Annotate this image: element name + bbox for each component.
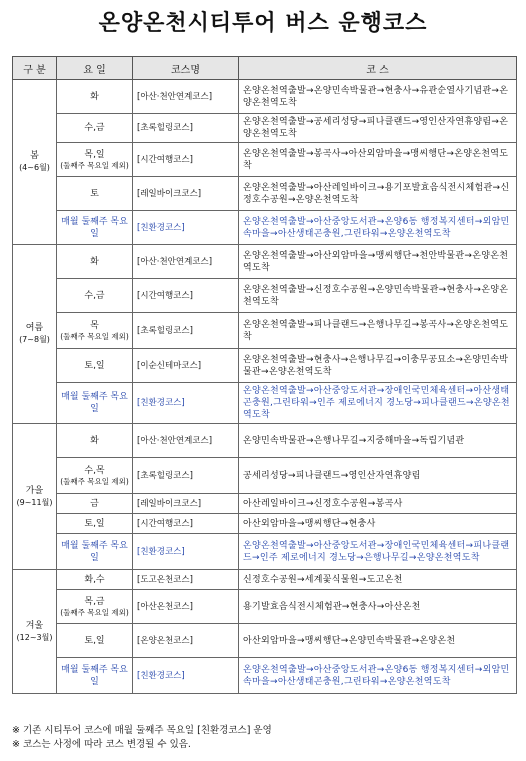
header-day: 요 일 <box>57 57 133 80</box>
course-name: [아산·천안연계코스] <box>133 424 239 458</box>
day-cell <box>57 349 133 383</box>
day-label: 토,일 <box>84 360 105 371</box>
route-text: 온양온천역출발→아산중앙도서관→온양6동 행정복지센터→외암민속마을→아산생태곤충원,그린타워→온양온천역도착 <box>239 211 517 245</box>
course-name: [온양온천코스] <box>133 624 239 658</box>
day-label: 토,일 <box>84 518 105 529</box>
season-label: 봄 <box>30 151 39 161</box>
route-text: 온양온천역출발→봉곡사→아산외암마을→맹씨행단→온양온천역도착 <box>239 143 517 177</box>
route-text: 공세리성당→피나클랜드→영인산자연휴양림 <box>239 458 517 494</box>
route-text: 온양온천역출발→아산레일바이크→용기포발효음식전시체험관→신정호수공원→온양온천역도착 <box>239 177 517 211</box>
table-row <box>13 458 517 494</box>
day-cell <box>57 514 133 534</box>
day-cell <box>57 383 133 424</box>
day-cell <box>57 534 133 570</box>
day-label: 목 <box>90 320 99 331</box>
table-row <box>13 80 517 114</box>
note-1: ※ 기존 시티투어 코스에 매월 둘째주 목요일 [친환경코스] 운영 <box>12 725 272 736</box>
season-cell-summer <box>13 245 57 424</box>
day-cell <box>57 245 133 279</box>
route-text: 아산외암마을→맹씨행단→현충사 <box>239 514 517 534</box>
day-label: 수,목 <box>84 465 105 476</box>
day-note: (둘째주 목요일 제외) <box>60 160 129 170</box>
day-label: 매월 둘째주 목요일 <box>61 392 128 414</box>
route-text: 온양온천역출발→아산외암마을→맹씨행단→천안박물관→온양온천역도착 <box>239 245 517 279</box>
table-row <box>13 177 517 211</box>
course-name: [초록힐링코스] <box>133 313 239 349</box>
header-course: 코스명 <box>133 57 239 80</box>
day-cell <box>57 658 133 694</box>
season-cell-autumn <box>13 424 57 570</box>
day-label: 화,수 <box>84 574 105 585</box>
table-row <box>13 245 517 279</box>
day-label: 매월 둘째주 목요일 <box>61 540 128 563</box>
table-row <box>13 624 517 658</box>
course-name: [친환경코스] <box>133 658 239 694</box>
course-name: [시간여행코스] <box>133 514 239 534</box>
day-label: 매월 둘째주 목요일 <box>61 216 128 239</box>
day-note: (둘째주 목요일 제외) <box>60 331 129 341</box>
day-cell <box>57 143 133 177</box>
route-text: 온양온천역출발→온양민속박물관→현충사→유관순열사기념관→온양온천역도착 <box>239 80 517 114</box>
season-cell-winter <box>13 570 57 694</box>
table-row <box>13 114 517 143</box>
notes <box>12 724 516 752</box>
course-name: [친환경코스] <box>133 383 239 424</box>
course-name: [레일바이크코스] <box>133 177 239 211</box>
note-2: ※ 코스는 사정에 따라 코스 변경될 수 있음. <box>12 739 191 750</box>
course-name: [레일바이크코스] <box>133 494 239 514</box>
course-name: [시간여행코스] <box>133 143 239 177</box>
route-text: 온양온천역출발→신정호수공원→온양민속박물관→현충사→온양온천역도착 <box>239 279 517 313</box>
day-note: (둘째주 목요일 제외) <box>60 607 129 617</box>
table-row <box>13 658 517 694</box>
season-months: (7~8월) <box>19 335 50 344</box>
course-name: [초록힐링코스] <box>133 114 239 143</box>
table-row <box>13 279 517 313</box>
table-row <box>13 570 517 590</box>
header-season: 구 분 <box>13 57 57 80</box>
page-title: 온양온천시티투어 버스 운행코스 <box>98 11 428 36</box>
schedule-table <box>12 56 517 694</box>
route-text: 온양온천역출발→피나클랜드→은행나무길→봉곡사→온양온천역도착 <box>239 313 517 349</box>
course-name: [친환경코스] <box>133 211 239 245</box>
day-label: 수,금 <box>84 123 105 133</box>
table-header-row <box>13 57 517 80</box>
day-label: 화 <box>90 435 99 446</box>
course-name: [아산·천안연계코스] <box>133 245 239 279</box>
table-row <box>13 211 517 245</box>
day-label: 목,일 <box>84 149 105 160</box>
table-row <box>13 349 517 383</box>
day-cell <box>57 590 133 624</box>
season-months: (4~6월) <box>19 163 50 172</box>
day-cell <box>57 494 133 514</box>
season-label: 여름 <box>25 323 44 333</box>
course-name: [도고온천코스] <box>133 570 239 590</box>
day-label: 금 <box>90 498 99 509</box>
table-row <box>13 590 517 624</box>
day-label: 매월 둘째주 목요일 <box>61 664 128 687</box>
day-note: (둘째주 목요일 제외) <box>60 476 129 486</box>
route-text: 온양민속박물관→은행나무길→지중해마을→독립기념관 <box>239 424 517 458</box>
route-text: 아산외암마을→맹씨행단→온양민속박물관→온양온천 <box>239 624 517 658</box>
day-label: 수,금 <box>84 290 105 301</box>
table-row <box>13 313 517 349</box>
season-label: 겨울 <box>25 620 44 631</box>
table-row <box>13 424 517 458</box>
season-cell-spring <box>13 80 57 245</box>
day-label: 화 <box>90 91 99 102</box>
day-cell <box>57 211 133 245</box>
route-text: 신정호수공원→세계꽃식물원→도고온천 <box>239 570 517 590</box>
course-name: [아산온천코스] <box>133 590 239 624</box>
course-name: [초록힐링코스] <box>133 458 239 494</box>
route-text: 온양온천역출발→공세리성당→피나클랜드→영인산자연휴양림→온양온천역도착 <box>239 114 517 143</box>
day-cell <box>57 570 133 590</box>
route-text: 온양온천역출발→아산중앙도서관→온양6동 행정복지센터→외암민속마을→아산생태곤충원,그린타워→온양온천역도착 <box>239 658 517 694</box>
season-months: (12~3월) <box>16 632 53 642</box>
day-label: 토,일 <box>84 635 105 646</box>
course-name: [이순신테마코스] <box>133 349 239 383</box>
day-cell <box>57 313 133 349</box>
day-cell <box>57 624 133 658</box>
table-row <box>13 494 517 514</box>
day-label: 화 <box>90 256 99 267</box>
day-cell <box>57 279 133 313</box>
day-label: 목,금 <box>84 596 105 607</box>
course-name: [아산·천안연계코스] <box>133 80 239 114</box>
route-text: 용기발효음식전시체험관→현충사→아산온천 <box>239 590 517 624</box>
schedule-table-wrap <box>12 56 516 694</box>
course-name: [친환경코스] <box>133 534 239 570</box>
header-route: 코 스 <box>239 57 517 80</box>
season-months: (9~11월) <box>16 497 53 507</box>
day-cell <box>57 458 133 494</box>
route-text: 온양온천역출발→현충사→은행나무길→이충무공묘소→온양민속박물관→온양온천역도착 <box>239 349 517 383</box>
table-row <box>13 514 517 534</box>
route-text: 아산레일바이크→신정호수공원→봉곡사 <box>239 494 517 514</box>
table-row <box>13 143 517 177</box>
course-name: [시간여행코스] <box>133 279 239 313</box>
route-text: 온양온천역출발→아산중앙도서관→장애인국민체육센터→아산생태곤충원,그린타워→인주 제로에너지 경노당→피나클랜드→온양온천역도착 <box>239 383 517 424</box>
table-row <box>13 383 517 424</box>
route-text: 온양온천역출발→아산중앙도서관→장애인국민체육센터→피나클랜드→인주 제로에너지 경노당→은행나무길→온양온천역도착 <box>239 534 517 570</box>
day-label: 토 <box>90 188 99 199</box>
day-cell <box>57 177 133 211</box>
day-cell <box>57 114 133 143</box>
table-row <box>13 534 517 570</box>
day-cell <box>57 80 133 114</box>
season-label: 가을 <box>25 485 44 496</box>
day-cell <box>57 424 133 458</box>
